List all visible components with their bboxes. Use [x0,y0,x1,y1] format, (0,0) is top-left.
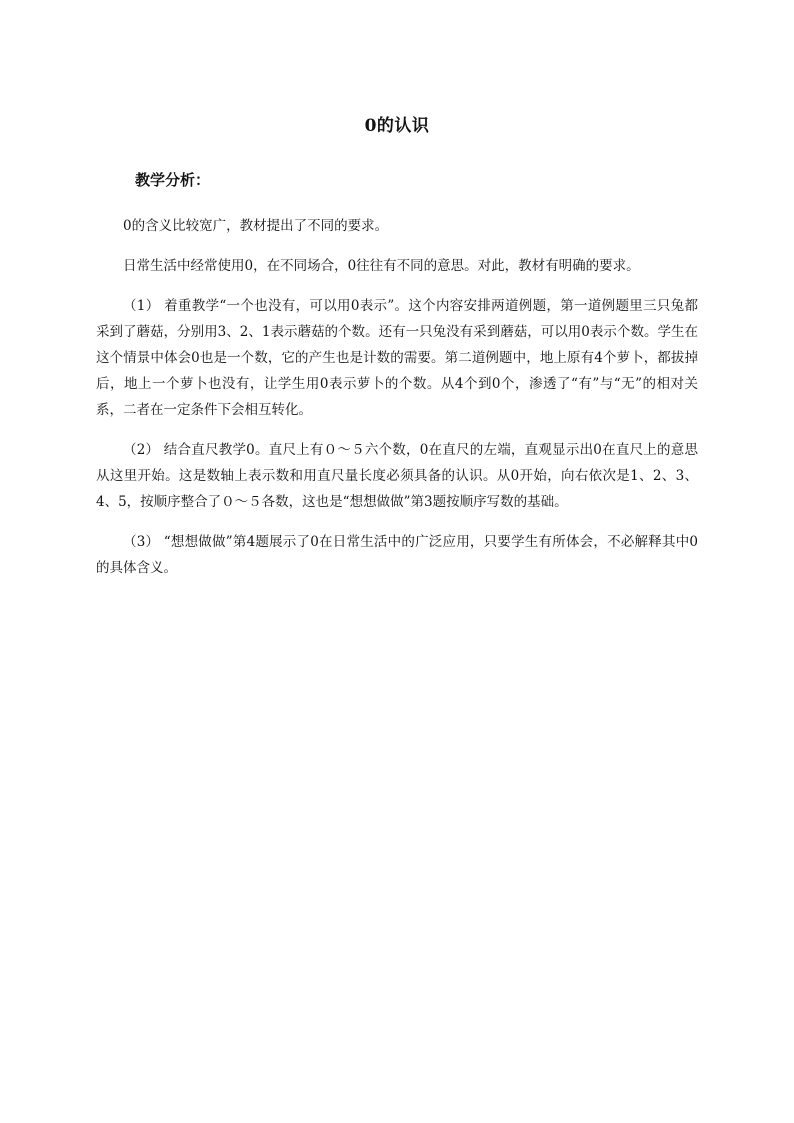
section-heading: 教学分析： [135,171,211,189]
paragraph-daily-use: 日常生活中经常使用0，在不同场合，0往往有不同的意思。对此，教材有明确的要求。 [123,258,640,274]
document-title: 0的认识 [364,116,430,136]
paragraph-point-2: （2） 结合直尺教学0。直尺上有０～５六个数，0在直尺的左端，直观显示出0在直尺上的意思 从这里开始。这是数轴上表示数和用直尺量长度必须具备的认识。从0开始，向右依次是1、2、3、4、5，按顺序整合了０～５各数，这也是“想想做做”第3题按顺序写数的基础。 [96,442,698,510]
paragraph-point-3: （3） “想想做做”第4题展示了0在日常生活中的广泛应用，只要学生有所体会，不必解释其中0的具体含义。 [96,534,698,576]
document-body [96,213,698,595]
paragraph-intro: 0的含义比较宽广，教材提出了不同的要求。 [123,218,389,234]
paragraph-point-1: （1） 着重教学“一个也没有，可以用0表示”。这个内容安排两道例题，第一道例题里三只兔都采到了蘑菇，分别用3、2、1表示蘑菇的个数。还有一只兔没有采到蘑菇，可以用0表示个数。学生在这个情景中体会0也是一个数，它的产生也是计数的需要。第二道例题中，地上原有4个萝卜，都拔掉后，地上一个萝卜也没有，让学生用0表示萝卜的个数。从4个到0个，渗透了“有”与“无”的相对关系，二者在一定条件下会相互转化。 [96,298,698,418]
